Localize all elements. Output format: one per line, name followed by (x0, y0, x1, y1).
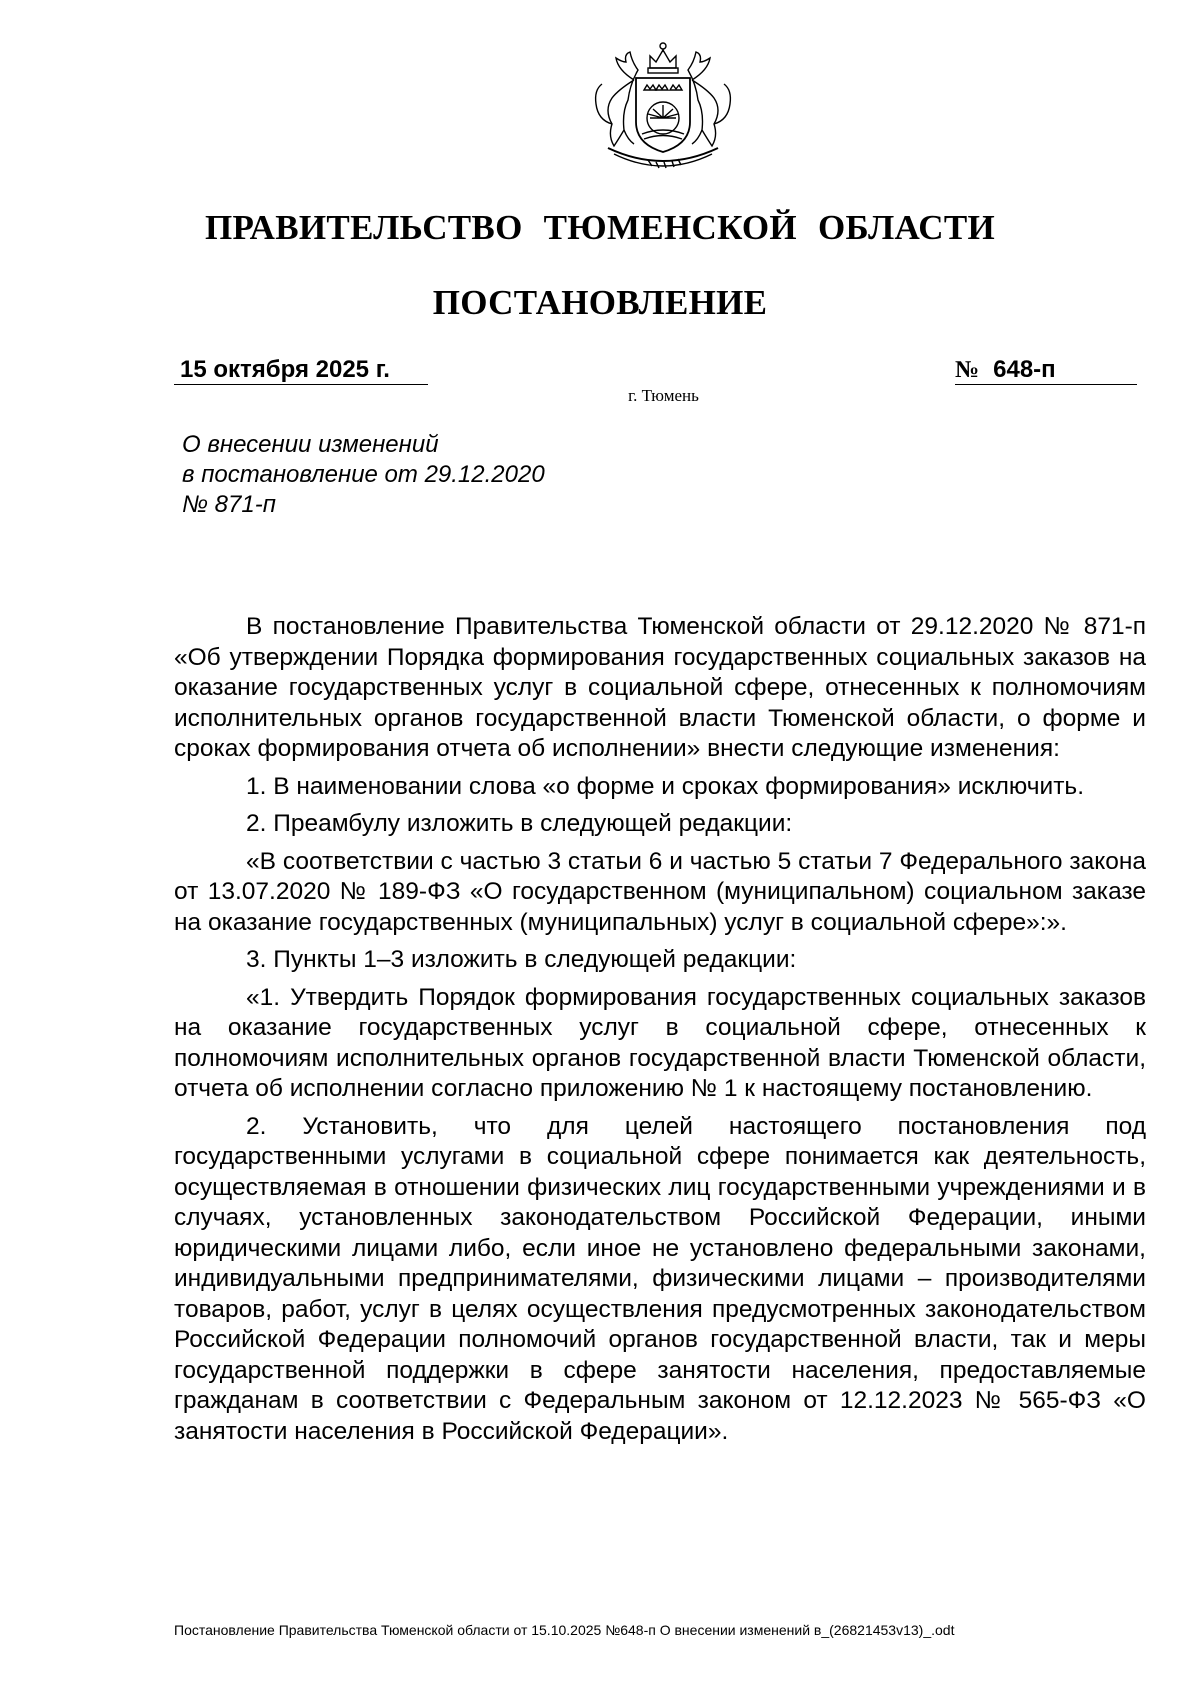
subject-line: № 871-п (182, 491, 276, 518)
body-paragraph: «1. Утвердить Порядок формирования государственных социальных заказов на оказание государственных услуг в социальной сфере, отнесенных к полномочиям исполнительных органов государственной власти Тюменской области, отчета об исполнении согласно приложению № 1 к настоящему постановлению. (174, 983, 1146, 1102)
document-date: 15 октября 2025 г. (180, 356, 390, 383)
page-footer: Постановление Правительства Тюменской области от 15.10.2025 №648-п О внесении изменений в_(26821453v13)_.odt (174, 1622, 955, 1638)
organization-title: ПРАВИТЕЛЬСТВО ТЮМЕНСКОЙ ОБЛАСТИ (204, 208, 996, 247)
document-city: г. Тюмень (628, 386, 699, 405)
document-subject (182, 430, 682, 520)
document-number-field (955, 356, 1137, 385)
body-paragraph: В постановление Правительства Тюменской области от 29.12.2020 № 871-п «Об утверждении Порядка формирования государственных социальных заказов на оказание государственных услуг в социальной сфере, отнесенных к полномочиям исполнительных органов государственной власти Тюменской области, о форме и сроках формирования отчета об исполнении» внести следующие изменения: (174, 613, 1146, 762)
document-number: 648-п (993, 356, 1056, 383)
coat-of-arms-icon (578, 40, 748, 180)
body-paragraph: 3. Пункты 1–3 изложить в следующей редакции: (246, 946, 797, 973)
body-paragraph: 2. Установить, что для целей настоящего постановления под государственными услугами в социальной сфере понимается как деятельность, осуществляемая в отношении физических лиц государственными учреждениями и в случаях, установленных законодательством Российской Федерации, иными юридическими лицами либо, если иное не установлено федеральными законами, индивидуальными предпринимателями, физическими лицами – производителями товаров, работ, услуг в целях осуществления предусмотренных законодательством Российской Федерации полномочий органов государственной власти, так и меры государственной поддержки в сфере занятости населения, предоставляемые гражданам в соответствии с Федеральным законом от 12.12.2023 № 565-ФЗ «О занятости населения в Российской Федерации». (174, 1112, 1146, 1445)
subject-line: О внесении изменений (182, 431, 439, 458)
body-paragraph: 2. Преамбулу изложить в следующей редакции: (246, 810, 793, 837)
subject-line: в постановление от 29.12.2020 (182, 461, 545, 488)
number-sign: № (955, 357, 980, 383)
document-date-field (174, 356, 428, 385)
document-body (174, 612, 1146, 1454)
body-paragraph: 1. В наименовании слова «о форме и сроках формирования» исключить. (246, 772, 1085, 800)
body-paragraph: «В соответствии с частью 3 статьи 6 и частью 5 статьи 7 Федерального закона от 13.07.2020 № 189-ФЗ «О государственном (муниципальном) социальном заказе на оказание государственных (муниципальных) услуг в социальной сфере»:». (174, 847, 1146, 936)
document-type: ПОСТАНОВЛЕНИЕ (432, 283, 768, 322)
